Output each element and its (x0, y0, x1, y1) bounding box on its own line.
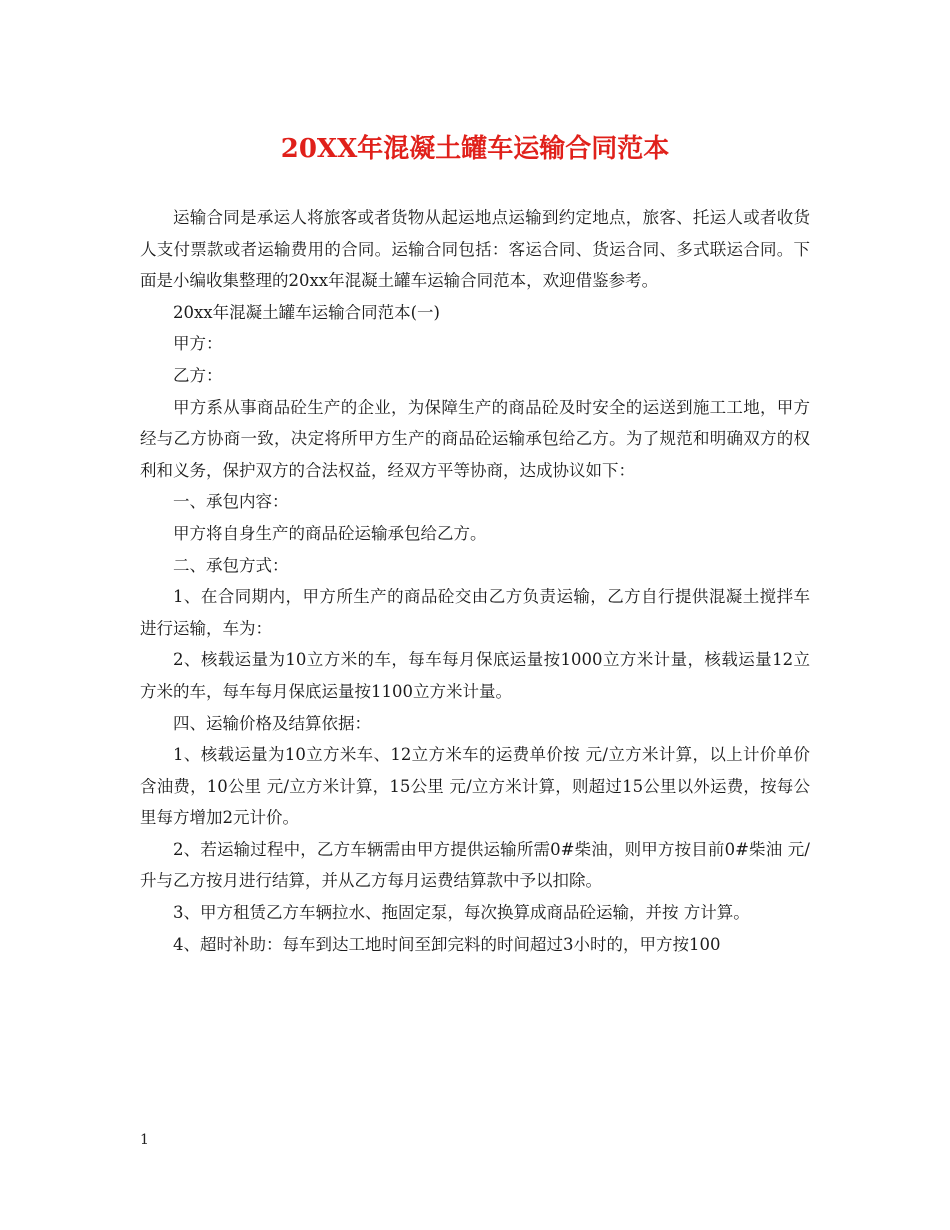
paragraph-party-b: 乙方： (173, 365, 223, 385)
clause-2-1: 1、在合同期内，甲方所生产的商品砼交由乙方负责运输，乙方自行提供混凝土搅拌车进行运输，车为： (140, 587, 810, 638)
paragraph-subtitle: 20xx年混凝土罐车运输合同范本(一) (173, 302, 440, 322)
clause-4-3: 3、甲方租赁乙方车辆拉水、拖固定泵，每次换算成商品砼运输，并按 方计算。 (173, 903, 750, 923)
document-title: 20XX年混凝土罐车运输合同范本 (280, 134, 670, 164)
clause-2-2: 2、核载运量为10立方米的车，每车每月保底运量按1000立方米计量，核载运量12立方米的车，每车每月保底运量按1100立方米计量。 (140, 650, 810, 701)
clause-4-1: 1、核载运量为10立方米车、12立方米车的运费单价按 元/立方米计算，以上计价单价含油费，10公里 元/立方米计算，15公里 元/立方米计算，则超过15公里以外运费，按每公里每方增加2元计价。 (140, 745, 810, 828)
page-number: 1 (140, 1132, 149, 1148)
paragraph-section-1: 甲方将自身生产的商品砼运输承包给乙方。 (173, 523, 487, 543)
paragraph-party-a: 甲方： (173, 334, 223, 354)
section-heading-1: 一、承包内容： (173, 492, 289, 512)
clause-4-4: 4、超时补助：每车到达工地时间至卸完料的时间超过3小时的，甲方按100 (173, 934, 721, 954)
section-heading-4: 四、运输价格及结算依据： (173, 713, 371, 733)
paragraph-intro: 运输合同是承运人将旅客或者货物从起运地点运输到约定地点，旅客、托运人或者收货人支付票款或者运输费用的合同。运输合同包括：客运合同、货运合同、多式联运合同。下面是小编收集整理的20xx年混凝土罐车运输合同范本，欢迎借鉴参考。 (140, 208, 810, 291)
document-body (140, 202, 810, 960)
clause-4-2: 2、若运输过程中，乙方车辆需由甲方提供运输所需0#柴油，则甲方按目前0#柴油 元/升与乙方按月进行结算，并从乙方每月运费结算款中予以扣除。 (140, 839, 810, 891)
paragraph-preamble: 甲方系从事商品砼生产的企业，为保障生产的商品砼及时安全的运送到施工工地，甲方经与乙方协商一致，决定将所甲方生产的商品砼运输承包给乙方。为了规范和明确双方的权利和义务，保护双方的合法权益，经双方平等协商，达成协议如下： (140, 397, 810, 480)
section-heading-2: 二、承包方式： (173, 555, 289, 575)
